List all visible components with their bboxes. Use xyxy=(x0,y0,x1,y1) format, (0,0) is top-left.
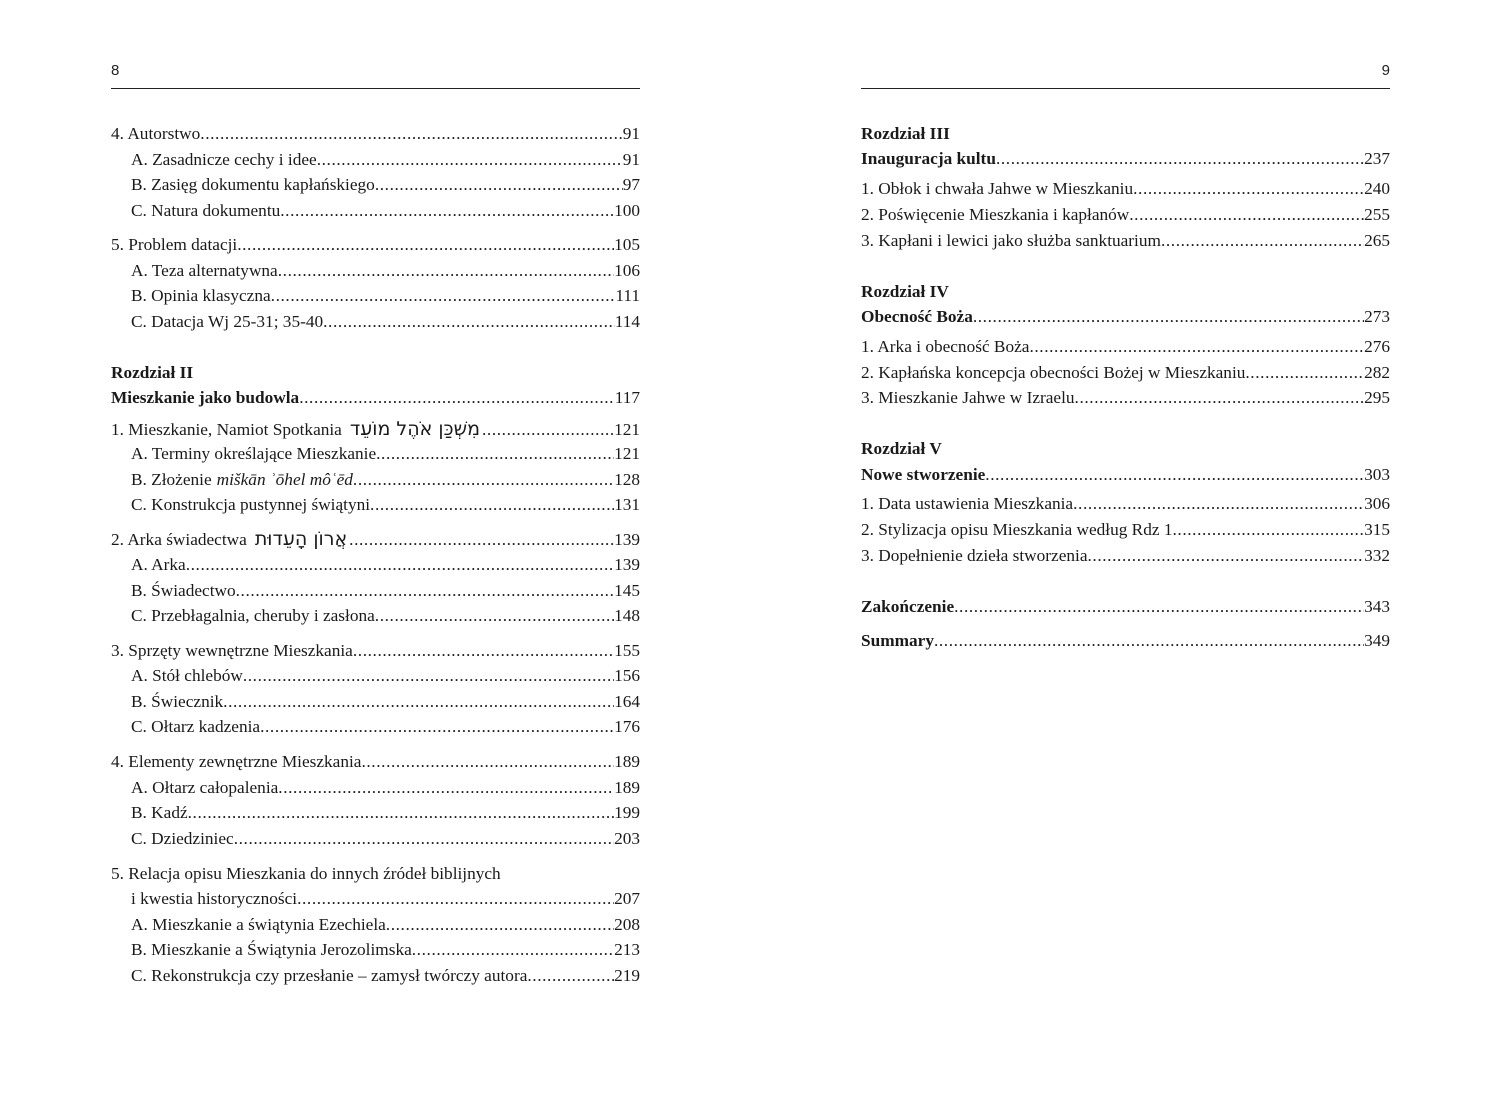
transliteration: miškān ʾōhel môʿēd xyxy=(216,470,353,489)
entry-page: 145 xyxy=(614,581,640,600)
entry-page: 91 xyxy=(622,150,640,169)
entry-page: 207 xyxy=(614,889,640,908)
entry-title: Obecność Boża xyxy=(861,307,973,326)
toc-entry[interactable] xyxy=(861,336,1390,358)
entry-page: 139 xyxy=(614,555,640,574)
dot-leader xyxy=(234,828,614,850)
entry-page: 156 xyxy=(614,666,640,685)
entry-title: C. Datacja Wj 25-31; 35-40 xyxy=(131,312,324,331)
dot-leader xyxy=(386,914,614,936)
entry-page: 155 xyxy=(614,641,640,660)
toc-entry-first-line[interactable]: 5. Relacja opisu Mieszkania do innych źródeł biblijnych xyxy=(111,864,501,883)
entry-page: 203 xyxy=(614,829,640,848)
dot-leader xyxy=(370,494,614,516)
entry-page: 139 xyxy=(614,530,640,549)
toc-entry[interactable] xyxy=(131,605,640,627)
page-number: 8 xyxy=(111,62,120,79)
entry-title: 4. Autorstwo xyxy=(111,124,201,143)
entry-title: 1. Obłok i chwała Jahwe w Mieszkaniu xyxy=(861,179,1134,198)
chapter-title-entry[interactable] xyxy=(861,306,1390,328)
entry-title: C. Rekonstrukcja czy przesłanie – zamysł twórczy autora xyxy=(131,966,528,985)
dot-leader xyxy=(375,174,623,196)
dot-leader xyxy=(527,965,614,987)
entry-title: 5. Problem datacji xyxy=(111,235,238,254)
entry-title: B. Złożenie xyxy=(131,470,212,489)
toc-entry[interactable] xyxy=(111,418,640,440)
dot-leader xyxy=(375,605,614,627)
toc-entry[interactable] xyxy=(861,230,1390,252)
toc-entry[interactable] xyxy=(131,888,640,910)
entry-title: 2. Stylizacja opisu Mieszkania według Rdz 1 xyxy=(861,520,1173,539)
dot-leader xyxy=(200,123,622,145)
toc-entry[interactable] xyxy=(861,493,1390,515)
toc-entry[interactable] xyxy=(861,387,1390,409)
entry-title: A. Zasadnicze cechy i idee xyxy=(131,150,317,169)
dot-leader xyxy=(188,802,614,824)
toc-entry[interactable] xyxy=(861,178,1390,200)
dot-leader xyxy=(934,630,1364,652)
entry-page: 176 xyxy=(614,717,640,736)
dot-leader xyxy=(236,580,614,602)
entry-page: 295 xyxy=(1364,388,1390,407)
dot-leader xyxy=(985,464,1364,486)
toc-entry[interactable] xyxy=(131,285,640,307)
entry-title: B. Świadectwo xyxy=(131,581,236,600)
chapter-title-entry[interactable] xyxy=(111,387,640,409)
dot-leader xyxy=(1172,519,1364,541)
entry-title: 3. Kapłani i lewici jako służba sanktuarium xyxy=(861,231,1161,250)
entry-page: 306 xyxy=(1364,494,1390,513)
conclusion-entry[interactable] xyxy=(861,596,1390,618)
entry-page: 148 xyxy=(614,606,640,625)
toc-entry[interactable] xyxy=(111,751,640,773)
entry-title: C. Natura dokumentu xyxy=(131,201,281,220)
chapter-heading: Rozdział II xyxy=(111,363,194,382)
dot-leader xyxy=(353,640,614,662)
dot-leader xyxy=(323,311,615,333)
dot-leader xyxy=(1245,362,1364,384)
dot-leader xyxy=(1029,336,1364,358)
dot-leader xyxy=(237,234,614,256)
entry-title: A. Arka xyxy=(131,555,186,574)
entry-title: 3. Mieszkanie Jahwe w Izraelu xyxy=(861,388,1075,407)
entry-page: 121 xyxy=(614,444,640,463)
summary-entry[interactable] xyxy=(861,630,1390,652)
dot-leader xyxy=(223,691,614,713)
entry-page: 276 xyxy=(1364,337,1390,356)
dot-leader xyxy=(278,777,614,799)
toc-entry[interactable] xyxy=(131,200,640,222)
page-number: 9 xyxy=(1381,62,1390,79)
entry-page: 332 xyxy=(1364,546,1390,565)
entry-page: 114 xyxy=(614,312,640,331)
entry-page: 219 xyxy=(614,966,640,985)
dot-leader xyxy=(996,148,1364,170)
dot-leader xyxy=(412,939,614,961)
toc-entry[interactable] xyxy=(131,665,640,687)
entry-title: Inauguracja kultu xyxy=(861,149,996,168)
dot-leader xyxy=(1129,204,1364,226)
dot-leader xyxy=(349,529,614,551)
entry-title: C. Dziedziniec xyxy=(131,829,234,848)
entry-title: C. Konstrukcja pustynnej świątyni xyxy=(131,495,371,514)
entry-page: 265 xyxy=(1364,231,1390,250)
dot-leader xyxy=(243,665,614,687)
dot-leader xyxy=(280,200,614,222)
toc-entry[interactable] xyxy=(111,234,640,256)
toc-entry[interactable] xyxy=(131,149,640,171)
entry-page: 91 xyxy=(622,124,640,143)
entry-page: 208 xyxy=(614,915,640,934)
entry-page: 106 xyxy=(614,261,640,280)
entry-page: 240 xyxy=(1364,179,1390,198)
entry-page: 131 xyxy=(614,495,640,514)
dot-leader xyxy=(278,260,614,282)
toc-entry[interactable] xyxy=(861,362,1390,384)
dot-leader xyxy=(1161,230,1364,252)
chapter-title-entry[interactable] xyxy=(861,148,1390,170)
dot-leader xyxy=(376,443,614,465)
toc-entry[interactable] xyxy=(111,123,640,145)
toc-entry[interactable] xyxy=(131,311,640,333)
entry-page: 282 xyxy=(1364,363,1390,382)
entry-title: C. Przebłagalnia, cheruby i zasłona xyxy=(131,606,375,625)
dot-leader xyxy=(1133,178,1364,200)
entry-title: 3. Sprzęty wewnętrzne Mieszkania xyxy=(111,641,353,660)
entry-page: 189 xyxy=(614,752,640,771)
entry-page: 100 xyxy=(614,201,640,220)
toc-entry[interactable] xyxy=(861,545,1390,567)
entry-page: 303 xyxy=(1364,465,1390,484)
entry-page: 343 xyxy=(1364,597,1390,616)
entry-title: Zakończenie xyxy=(861,597,955,616)
entry-page: 121 xyxy=(614,420,640,439)
entry-title: 1. Arka i obecność Boża xyxy=(861,337,1030,356)
entry-title: A. Mieszkanie a świątynia Ezechiela xyxy=(131,915,386,934)
toc-entry[interactable] xyxy=(131,443,640,465)
hebrew-term: אֲרוֹן הָעֵדוּת xyxy=(254,528,348,550)
entry-title: 3. Dopełnienie dzieła stworzenia xyxy=(861,546,1088,565)
entry-page: 105 xyxy=(614,235,640,254)
entry-page: 349 xyxy=(1364,631,1390,650)
toc-entry[interactable] xyxy=(131,554,640,576)
header-rule xyxy=(111,88,640,89)
dot-leader xyxy=(1073,493,1364,515)
entry-title: 1. Data ustawienia Mieszkania xyxy=(861,494,1074,513)
toc-entry[interactable] xyxy=(131,716,640,738)
toc-entry[interactable] xyxy=(131,691,640,713)
toc-entry[interactable] xyxy=(131,802,640,824)
toc-entry[interactable] xyxy=(131,939,640,961)
toc-entry[interactable] xyxy=(131,580,640,602)
dot-leader xyxy=(317,149,623,171)
dot-leader xyxy=(260,716,614,738)
dot-leader xyxy=(1075,387,1365,409)
toc-entry[interactable] xyxy=(131,260,640,282)
entry-title: 1. Mieszkanie, Namiot Spotkania xyxy=(111,420,342,439)
dot-leader xyxy=(271,285,616,307)
header-rule xyxy=(861,88,1390,89)
entry-title: B. Zasięg dokumentu kapłańskiego xyxy=(131,175,375,194)
entry-title: Mieszkanie jako budowla xyxy=(111,388,300,407)
toc-entry[interactable] xyxy=(131,494,640,516)
entry-title: A. Teza alternatywna xyxy=(131,261,278,280)
entry-page: 199 xyxy=(614,803,640,822)
entry-title: Summary xyxy=(861,631,934,650)
entry-title: B. Świecznik xyxy=(131,692,224,711)
chapter-title-entry[interactable] xyxy=(861,464,1390,486)
entry-title: 4. Elementy zewnętrzne Mieszkania xyxy=(111,752,362,771)
entry-page: 117 xyxy=(614,388,640,407)
entry-title: A. Ołtarz całopalenia xyxy=(131,778,279,797)
chapter-heading: Rozdział V xyxy=(861,439,942,458)
entry-title: i kwestia historyczności xyxy=(131,889,298,908)
entry-page: 213 xyxy=(614,940,640,959)
toc-entry[interactable] xyxy=(131,914,640,936)
toc-entry[interactable] xyxy=(131,469,640,491)
entry-title: 2. Arka świadectwa xyxy=(111,530,247,549)
toc-entry[interactable] xyxy=(111,528,640,550)
hebrew-term: מִשְׁכַּן אֹהֶל מוֹעֵד xyxy=(349,418,480,440)
dot-leader xyxy=(973,306,1364,328)
entry-page: 255 xyxy=(1364,205,1390,224)
dot-leader xyxy=(186,554,614,576)
entry-page: 97 xyxy=(622,175,640,194)
toc-entry[interactable] xyxy=(861,204,1390,226)
chapter-heading: Rozdział IV xyxy=(861,282,949,301)
toc-entry[interactable] xyxy=(111,640,640,662)
entry-page: 237 xyxy=(1364,149,1390,168)
entry-title: 2. Kapłańska koncepcja obecności Bożej w Mieszkaniu xyxy=(861,363,1246,382)
entry-page: 128 xyxy=(614,470,640,489)
entry-title: A. Terminy określające Mieszkanie xyxy=(131,444,377,463)
dot-leader xyxy=(353,469,614,491)
entry-page: 164 xyxy=(614,692,640,711)
entry-page: 273 xyxy=(1364,307,1390,326)
entry-title: C. Ołtarz kadzenia xyxy=(131,717,261,736)
dot-leader xyxy=(1088,545,1365,567)
entry-title: Nowe stworzenie xyxy=(861,465,986,484)
entry-title: A. Stół chlebów xyxy=(131,666,243,685)
toc-entry[interactable] xyxy=(131,965,640,987)
dot-leader xyxy=(482,419,614,441)
toc-entry[interactable] xyxy=(131,828,640,850)
entry-title: 2. Poświęcenie Mieszkania i kapłanów xyxy=(861,205,1130,224)
entry-title: B. Mieszkanie a Świątynia Jerozolimska xyxy=(131,940,412,959)
dot-leader xyxy=(361,751,614,773)
entry-page: 189 xyxy=(614,778,640,797)
toc-entry[interactable] xyxy=(861,519,1390,541)
dot-leader xyxy=(299,387,615,409)
entry-page: 111 xyxy=(615,286,640,305)
dot-leader xyxy=(954,596,1364,618)
chapter-heading: Rozdział III xyxy=(861,124,950,143)
dot-leader xyxy=(297,888,614,910)
toc-entry[interactable] xyxy=(131,777,640,799)
entry-page: 315 xyxy=(1364,520,1390,539)
entry-title: B. Kadź xyxy=(131,803,188,822)
toc-entry[interactable] xyxy=(131,174,640,196)
entry-title: B. Opinia klasyczna xyxy=(131,286,271,305)
